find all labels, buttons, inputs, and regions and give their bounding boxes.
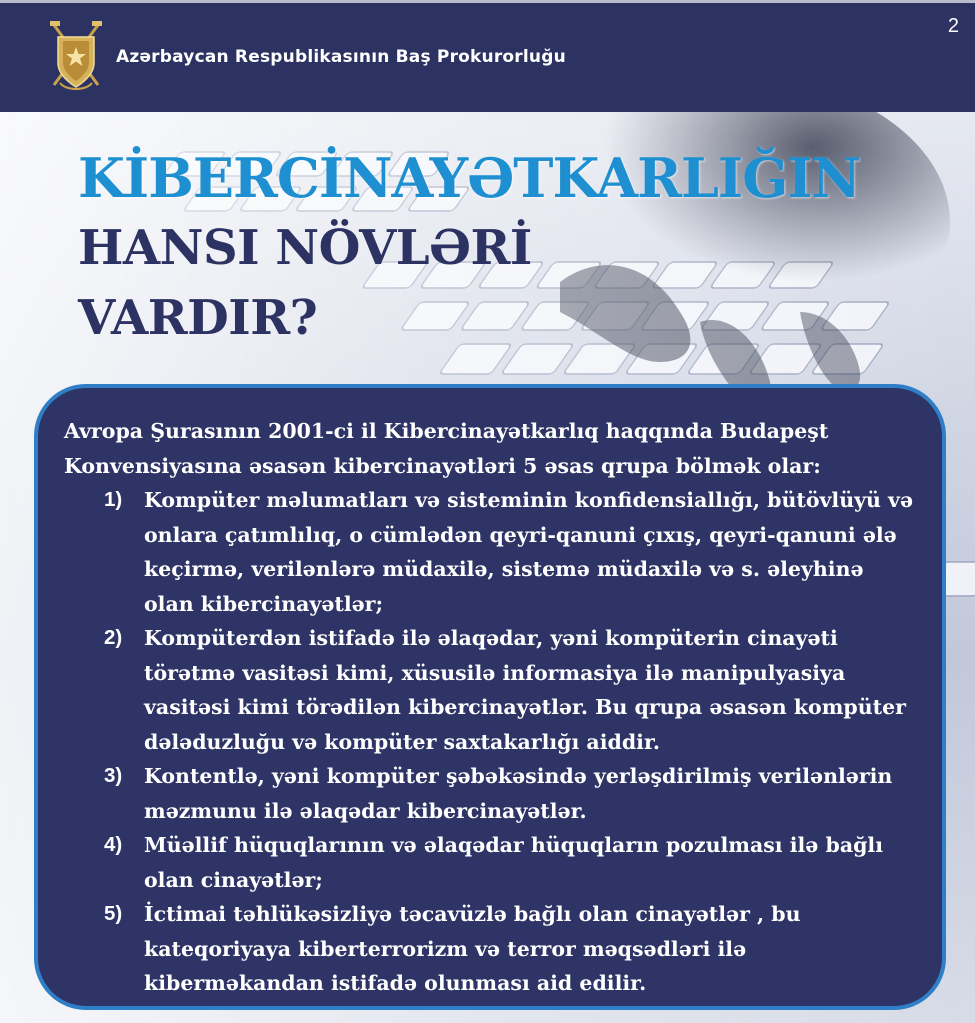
list-item	[64, 897, 914, 1001]
list-item	[64, 828, 914, 897]
page-number: 2	[947, 15, 959, 37]
category-list	[64, 483, 914, 1001]
list-item	[64, 483, 914, 621]
list-item-number: 1)	[104, 488, 123, 511]
list-item-text: Kontentlə, yəni kompüter şəbəkəsində yerləşdirilmiş verilənlərin məzmunu ilə əlaqədar kibercinayətlər.	[144, 764, 893, 823]
header-bar	[0, 0, 975, 112]
title-line-3: VARDIR?	[78, 290, 318, 346]
list-item-text: Kompüter məlumatları və sisteminin konfidensiallığı, bütövlüyü və onlara çatımlılıq, o cümlədən qeyri-qanuni çıxış, qeyri-qanuni ələ keçirmə, verilənlərə müdaxilə, sistemə müdaxilə və s. əleyhinə olan kibercinayətlər;	[144, 488, 914, 616]
list-item	[64, 621, 914, 759]
list-item-text: Kompüterdən istifadə ilə əlaqədar, yəni kompüterin cinayəti törətmə vasitəsi kimi, xüsusilə informasiya ilə manipulyasiya vasitəsi kimi törədilən kibercinayətlər. Bu qrupa əsasən kompüter dələduzluğu və kompüter saxtakarlığı aiddir.	[144, 626, 906, 754]
list-item-text: İctimai təhlükəsizliyə təcavüzlə bağlı olan cinayətlər , bu kateqoriyaya kiberterrorizm və terror məqsədləri ilə kiberməkandan istifadə olunması aid edilir.	[144, 902, 801, 995]
list-item	[64, 759, 914, 828]
content-card	[34, 384, 946, 1010]
list-item-number: 4)	[104, 833, 123, 856]
list-item-number: 2)	[104, 626, 123, 649]
list-item-number: 3)	[104, 764, 123, 787]
title-line-1: KİBERCİNAYƏTKARLIĞIN	[78, 146, 860, 210]
title-line-2: HANSI NÖVLƏRİ	[78, 220, 532, 276]
intro-paragraph: Avropa Şurasının 2001-ci il Kibercinayətkarlıq haqqında Budapeşt Konvensiyasına əsasən kibercinayətləri 5 əsas qrupa bölmək olar:	[64, 419, 829, 478]
organization-name: Azərbaycan Respublikasının Baş Prokurorluğu	[116, 47, 566, 67]
list-item-text: Müəllif hüquqlarının və əlaqədar hüquqların pozulması ilə bağlı olan cinayətlər;	[144, 833, 884, 892]
prosecutor-emblem-icon	[48, 19, 104, 95]
list-item-number: 5)	[104, 902, 123, 925]
